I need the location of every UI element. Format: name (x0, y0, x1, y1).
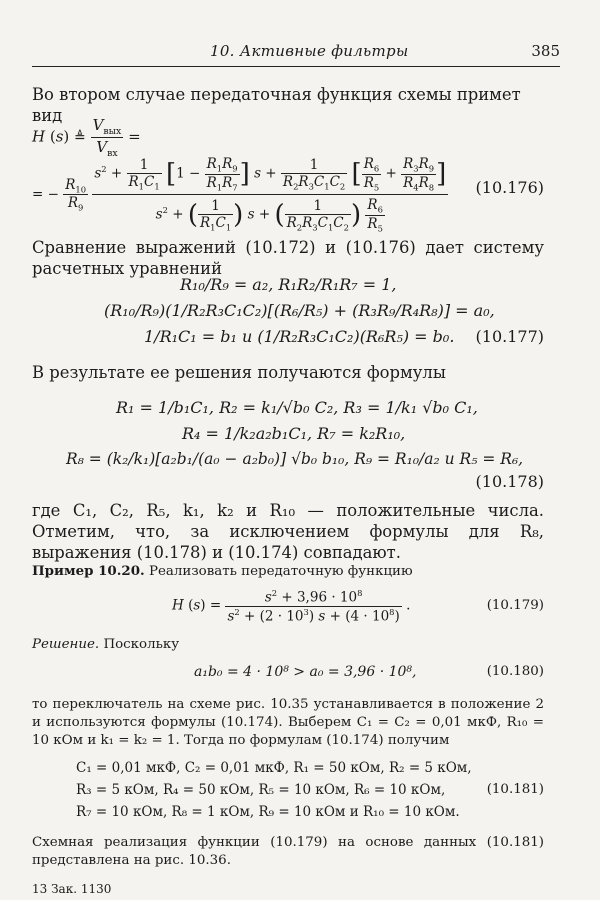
equation-number-180: (10.180) (486, 664, 544, 679)
equation-178-line2: R₄ = 1/k₂a₂b₁C₁, R₇ = k₂R₁₀, (182, 424, 406, 443)
chapter-title: 10. Активные фильтры (210, 42, 409, 60)
equation-178-line1: R₁ = 1/b₁C₁, R₂ = k₁/√b₀ C₂, R₃ = 1/k₁ √b₀ C₁, (116, 398, 478, 417)
equation-number-179: (10.179) (486, 598, 544, 613)
paragraph-realization: Схемная реализация функции (10.179) на основе данных (10.181) представлена на рис. 10.36. (32, 835, 544, 868)
running-header (32, 40, 560, 67)
paragraph-solution-intro: В результате ее решения получаются формулы (32, 363, 446, 382)
example-label: Пример 10.20. (32, 563, 145, 579)
example-heading (32, 562, 544, 581)
paragraph-switch: то переключатель на схеме рис. 10.35 устанавливается в положение 2 и используются формулы (10.174). Выберем C₁ = C₂ = 0,01 мкФ, R₁₀ = 10 кОм и k₁ = k₂ = 1. Тогда по формулам (10.174) получим (32, 697, 544, 748)
equation-177-line2: (R₁₀/R₉)(1/R₂R₃C₁C₂)[(R₆/R₅) + (R₃R₉/R₄R₈)] = a₀, (104, 301, 495, 320)
equation-176-main: = − $\frac{R_{10}}{R_9}$ $s^2$ + $\frac{1}{R_1C_1}$ [1 − $\frac{R_1R_9}{R_1R_7}$ ] s + $\frac{1}{R_2R_3C_1C_2}$ [ $\frac{R_6}{R_5}$ + $\frac{R_3R_9}{R_4R_8}$ ] $s^2$ + ( $\frac{1}{R_1C_1}$ ) s + ( $\frac{1}{R_2R_3C_1C_2}$ ) $\frac{R_6}{R_5}$ (32, 156, 447, 234)
equation-179: H (s) = $\frac{s^2 + 3,96 \cdot 10^8}{s^2 + (2 \cdot 10^3) s + (4 \cdot 10^8)}$ . (172, 588, 411, 624)
equation-181-line1: C₁ = 0,01 мкФ, C₂ = 0,01 мкФ, R₁ = 50 кОм, R₂ = 5 кОм, (76, 760, 472, 776)
equation-177-line1: R₁₀/R₉ = a₂, R₁R₂/R₁R₇ = 1, (180, 275, 397, 294)
paragraph-comparison: Сравнение выражений (10.172) и (10.176) дает систему расчетных уравнений (32, 238, 544, 278)
solution-text: Поскольку (103, 637, 180, 652)
solution-heading (32, 636, 544, 654)
equation-176-line1: H (s) ≜ $V_{вых}$ $V_{вх}$ = (32, 116, 141, 159)
equation-number-176: (10.176) (475, 178, 544, 197)
equation-number-177: (10.177) (475, 327, 544, 346)
equation-180: a₁b₀ = 4 · 10⁸ > a₀ = 3,96 · 10⁸, (194, 664, 417, 680)
equation-178-line3: R₈ = (k₂/k₁)[a₂b₁/(a₀ − a₂b₀)] √b₀ b₁₀, R₉ = R₁₀/a₂ и R₅ = R₆, (66, 450, 524, 468)
equation-181-line2: R₃ = 5 кОм, R₄ = 50 кОм, R₅ = 10 кОм, R₆ = 10 кОм, (76, 782, 446, 798)
equation-number-178: (10.178) (475, 472, 544, 491)
page-number: 385 (531, 42, 560, 60)
equation-number-181: (10.181) (486, 782, 544, 797)
solution-label: Решение. (32, 637, 100, 652)
equation-177-line3: 1/R₁C₁ = b₁ и (1/R₂R₃C₁C₂)(R₆R₅) = b₀. (144, 327, 455, 346)
footer-signature: 13 Зак. 1130 (32, 882, 112, 896)
paragraph-intro: Во втором случае передаточная функция схемы примет вид (32, 85, 521, 125)
equation-181-line3: R₇ = 10 кОм, R₈ = 1 кОм, R₉ = 10 кОм и R₁₀ = 10 кОм. (76, 804, 460, 820)
example-text: Реализовать передаточную функцию (148, 564, 413, 579)
paragraph-where: где C₁, C₂, R₅, k₁, k₂ и R₁₀ — положительные числа. Отметим, что, за исключением формулы для R₈, выражения (10.178) и (10.174) совпадают. (32, 501, 544, 562)
